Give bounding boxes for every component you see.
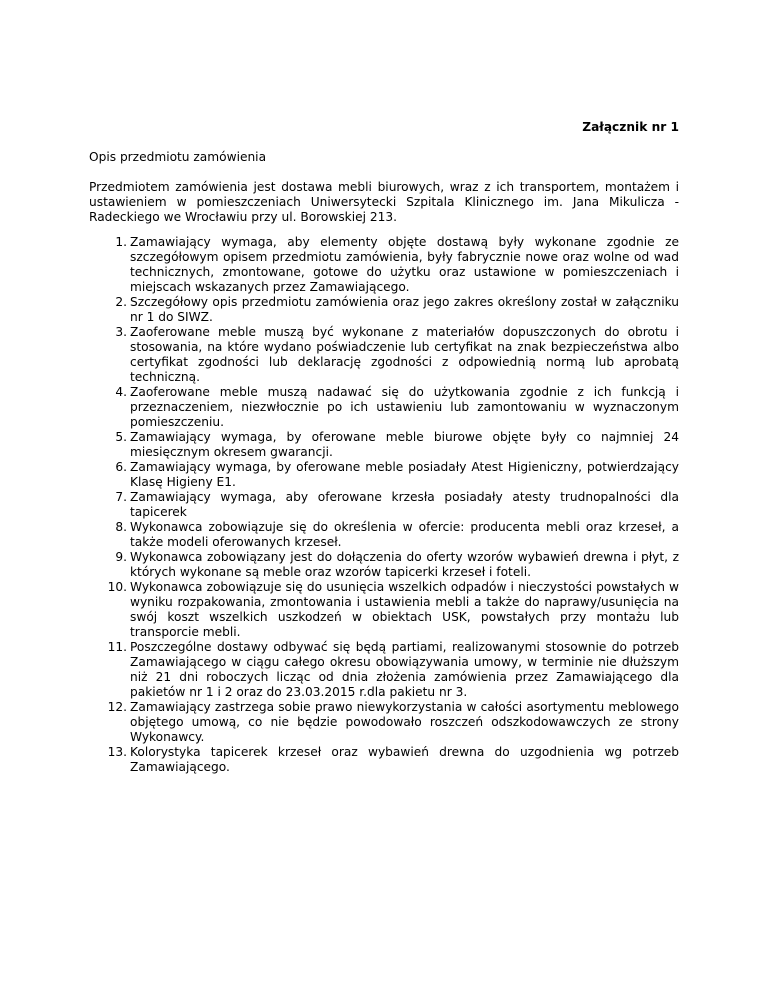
requirements-list (89, 235, 679, 775)
list-item (89, 385, 679, 430)
list-item-text: Zamawiający wymaga, aby elementy objęte dostawą były wykonane zgodnie ze szczegółowym opisem przedmiotu zamówienia, były fabrycznie nowe oraz wolne od wad technicznych, zmontowane, gotowe do użytku oraz ustawione w pomieszczeniach i miejscach wskazanych przez Zamawiającego. (130, 235, 679, 294)
list-item-text: Poszczególne dostawy odbywać się będą partiami, realizowanymi stosownie do potrzeb Zamawiającego w ciągu całego okresu obowiązywania umowy, w terminie nie dłuższym niż 21 dni roboczych licząc od dnia złożenia zamówienia przez Zamawiającego dla pakietów nr 1 i 2 oraz do 23.03.2015 r.dla pakietu nr 3. (130, 640, 679, 699)
attachment-label: Załącznik nr 1 (582, 120, 679, 134)
list-item-number: 8. (115, 520, 127, 534)
list-item-number: 13. (107, 745, 127, 759)
list-item-text: Wykonawca zobowiązany jest do dołączenia do oferty wzorów wybawień drewna i płyt, z których wykonane są meble oraz wzorów tapicerki krzeseł i foteli. (130, 550, 679, 579)
list-item (89, 460, 679, 490)
list-item-text: Zamawiający zastrzega sobie prawo niewykorzystania w całości asortymentu meblowego objętego umową, co nie będzie powodowało roszczeń odszkodowawczych ze strony Wykonawcy. (130, 700, 679, 744)
intro-paragraph: Przedmiotem zamówienia jest dostawa mebli biurowych, wraz z ich transportem, montażem i ustawieniem w pomieszczeniach Uniwersytecki Szpitala Klinicznego im. Jana Mikulicza - Radeckiego we Wrocławiu przy ul. Borowskiej 213. (89, 180, 679, 224)
list-item (89, 235, 679, 295)
list-item-text: Wykonawca zobowiązuje się do określenia w ofercie: producenta mebli oraz krzeseł, a także modeli oferowanych krzeseł. (130, 520, 679, 549)
list-item-number: 7. (115, 490, 127, 504)
list-item (89, 430, 679, 460)
list-item-text: Wykonawca zobowiązuje się do usunięcia wszelkich odpadów i nieczystości powstałych w wyniku rozpakowania, zmontowania i ustawienia mebli a także do naprawy/usunięcia na swój koszt wszelkich uszkodzeń w obiektach USK, powstałych przy montażu lub transporcie mebli. (130, 580, 679, 639)
list-item-number: 10. (107, 580, 127, 594)
list-item (89, 745, 679, 775)
list-item (89, 550, 679, 580)
list-item-text: Zaoferowane meble muszą być wykonane z materiałów dopuszczonych do obrotu i stosowania, na które wydano poświadczenie lub certyfikat na znak bezpieczeństwa albo certyfikat zgodności lub deklarację zgodności z odpowiednią normą lub aprobatą techniczną. (130, 325, 679, 384)
list-item (89, 325, 679, 385)
list-item-text: Zamawiający wymaga, aby oferowane krzesła posiadały atesty trudnopalności dla tapicerek (130, 490, 679, 519)
list-item-number: 5. (115, 430, 127, 444)
list-item (89, 700, 679, 745)
list-item-text: Zamawiający wymaga, by oferowane meble biurowe objęte były co najmniej 24 miesięcznym okresem gwarancji. (130, 430, 679, 459)
list-item-number: 4. (115, 385, 127, 399)
list-item-number: 11. (107, 640, 127, 654)
list-item-number: 6. (115, 460, 127, 474)
list-item-text: Szczegółowy opis przedmiotu zamówienia oraz jego zakres określony został w załączniku nr 1 do SIWZ. (130, 295, 679, 324)
document-title: Opis przedmiotu zamówienia (89, 150, 267, 164)
list-item-text: Kolorystyka tapicerek krzeseł oraz wybawień drewna do uzgodnienia wg potrzeb Zamawiającego. (130, 745, 679, 774)
list-item (89, 490, 679, 520)
list-item-number: 1. (115, 235, 127, 249)
list-item-number: 12. (107, 700, 127, 714)
list-item-number: 9. (115, 550, 127, 564)
list-item-number: 3. (115, 325, 127, 339)
list-item (89, 520, 679, 550)
list-item (89, 640, 679, 700)
list-item (89, 580, 679, 640)
list-item-text: Zaoferowane meble muszą nadawać się do użytkowania zgodnie z ich funkcją i przeznaczeniem, niezwłocznie po ich ustawieniu lub zamontowaniu w wyznaczonym pomieszczeniu. (130, 385, 679, 429)
list-item-number: 2. (115, 295, 127, 309)
list-item (89, 295, 679, 325)
list-item-text: Zamawiający wymaga, by oferowane meble posiadały Atest Higieniczny, potwierdzający Klasę Higieny E1. (130, 460, 679, 489)
